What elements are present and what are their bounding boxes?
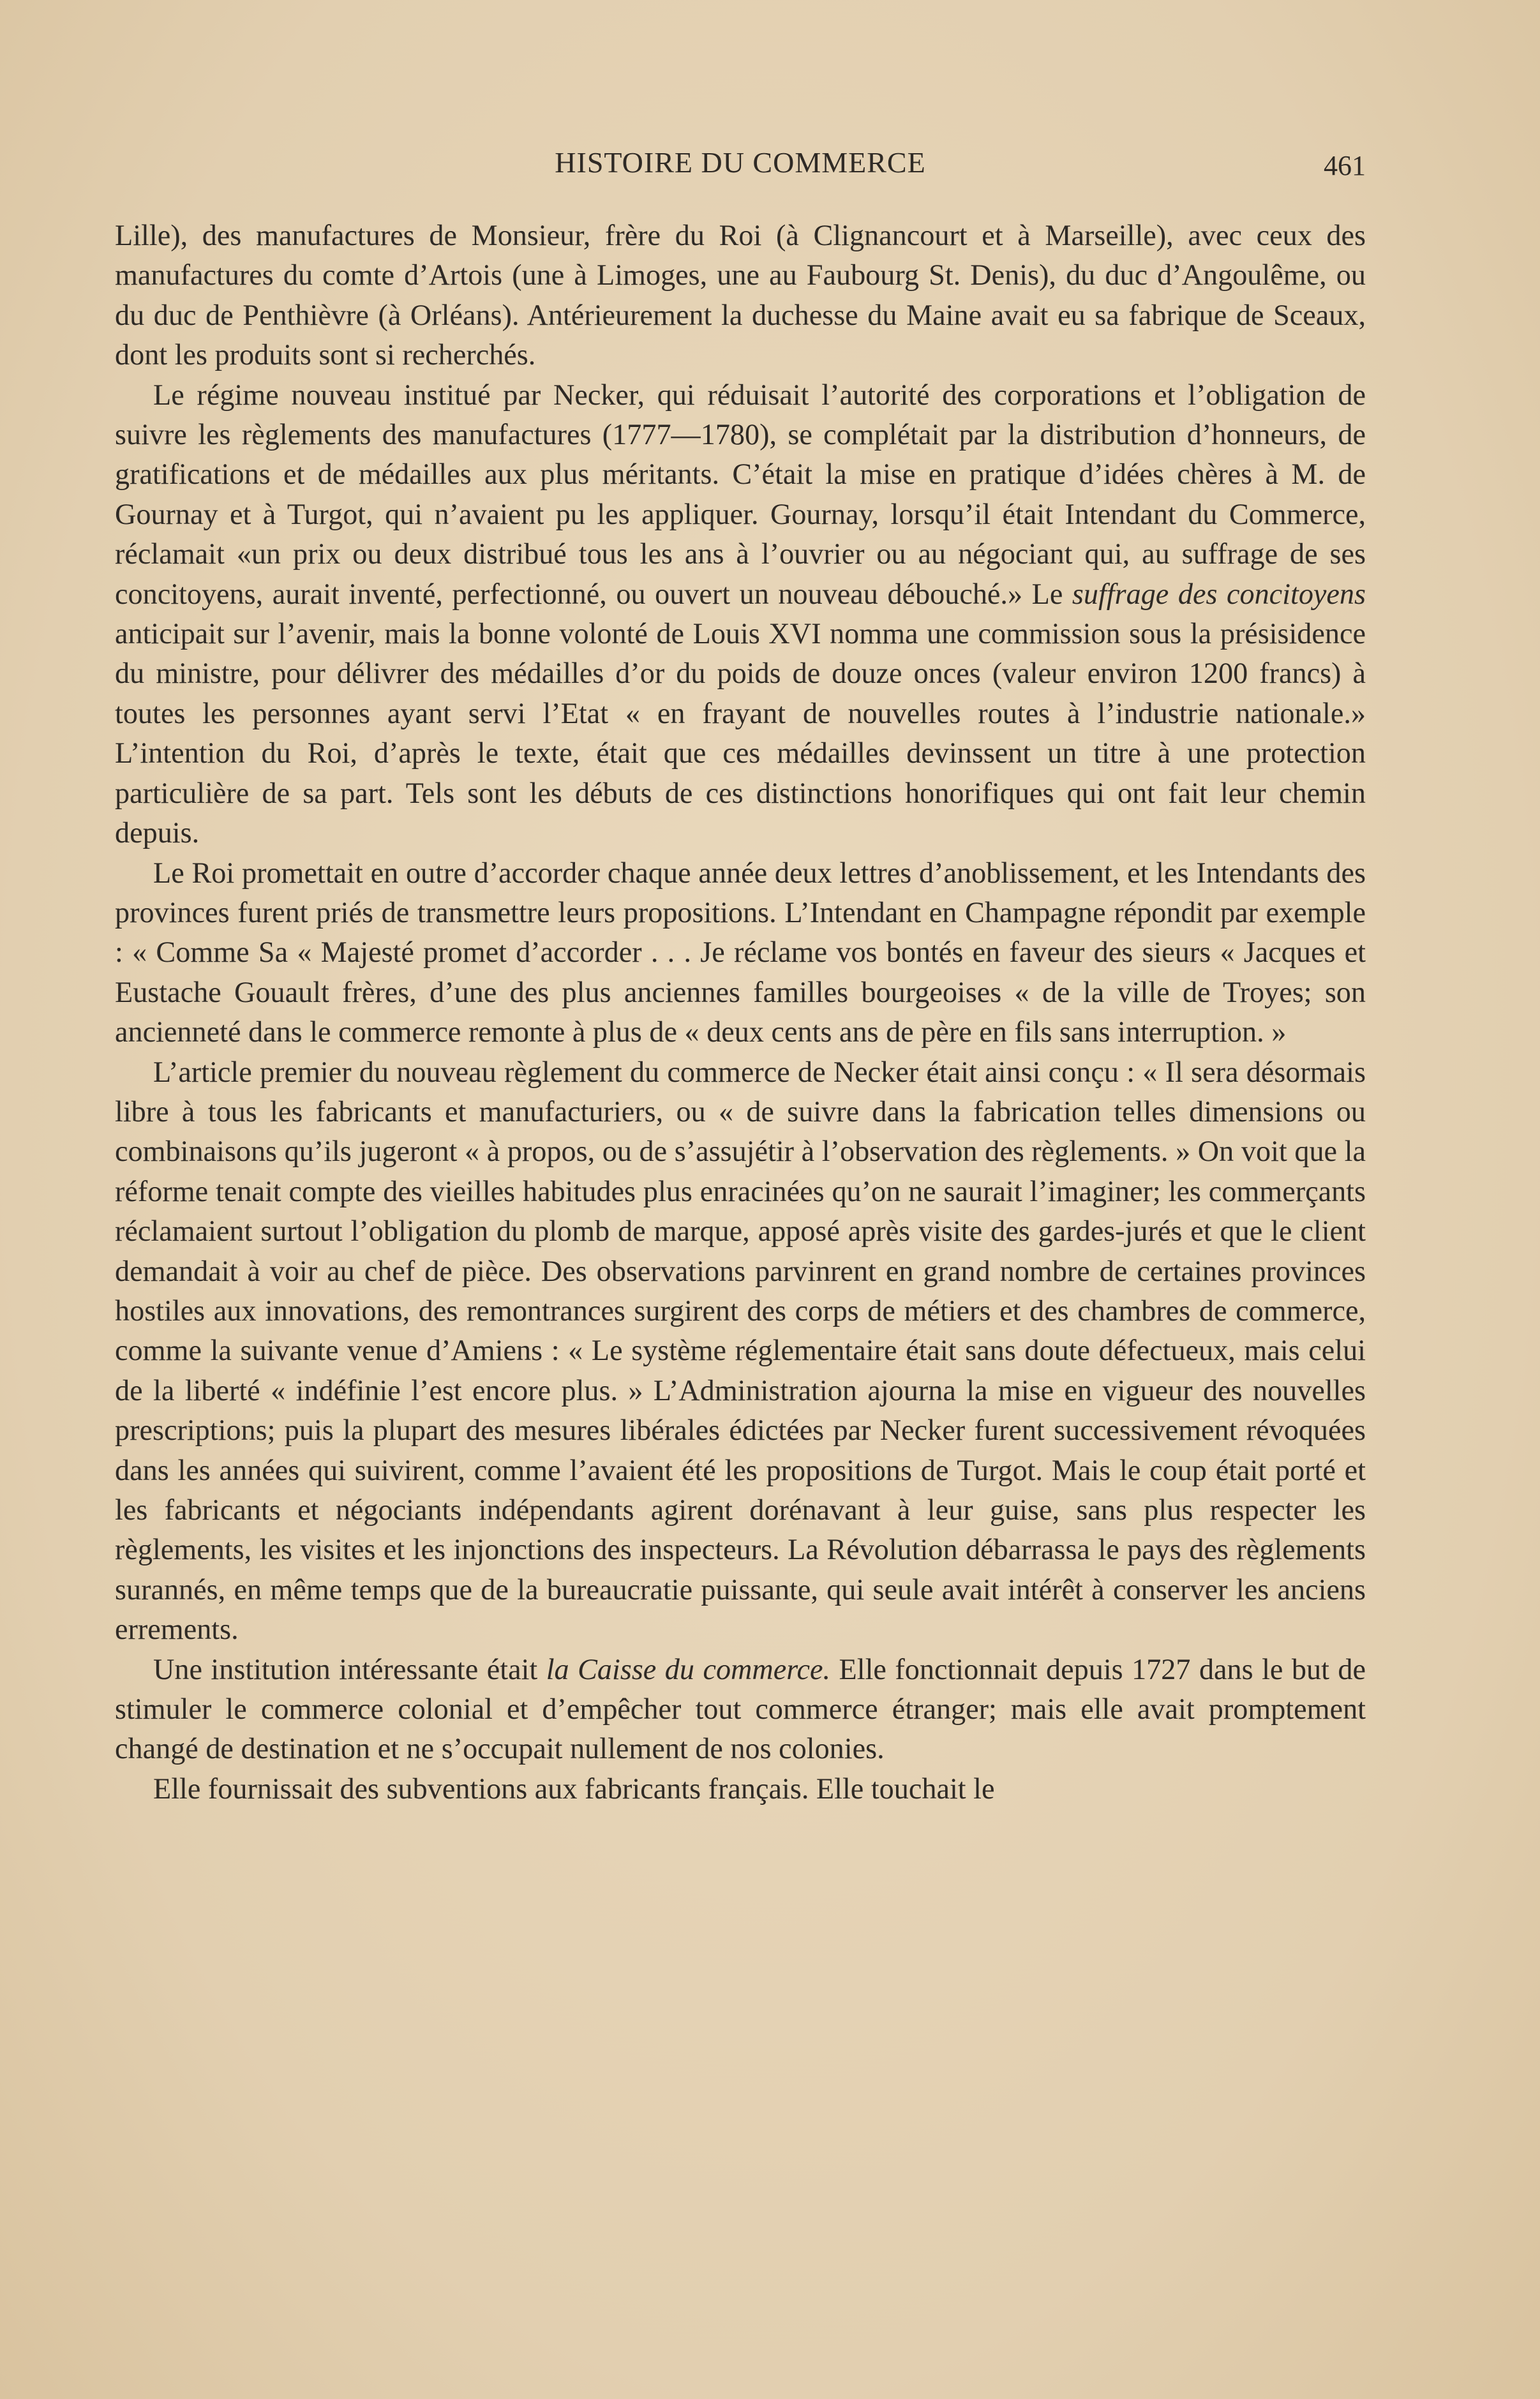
paragraph bbox=[115, 1052, 1366, 1650]
text-run: Lille), des manufactures de Monsieur, frère du Roi (à Clignancourt et à Marseille), avec ceux des manufactures du comte d’Artois (une à Limoges, une au Faubourg St. Denis), du duc d’Angoulême, ou du duc de Penthièvre (à Orléans). Antérieurement la duchesse du Maine avait eu sa fabrique de Sceaux, dont les produits sont si recherchés. bbox=[115, 219, 1366, 371]
text-run: Elle fonctionnait depuis 1727 dans le but de stimuler le commerce colonial et d’empêcher tout commerce étranger; mais elle avait promptement changé de destination et ne s’occupait nullement de nos colonies. bbox=[115, 1652, 1366, 1765]
running-title: HISTOIRE DU COMMERCE bbox=[555, 146, 926, 179]
paragraph bbox=[115, 216, 1366, 375]
paragraph bbox=[115, 375, 1366, 853]
paragraph bbox=[115, 1650, 1366, 1769]
text-run: Le Roi promettait en outre d’accorder chaque année deux lettres d’anoblissement, et les Intendants des provinces furent priés de transmettre leurs propositions. L’Intendant en Champagne répondit par exemple : « Comme Sa « Majesté promet d’accorder . . . Je réclame vos bontés en faveur des sieurs « Jacques et Eustache Gouault frères, d’une des plus anciennes familles bourgeoises « de la ville de Troyes; son ancienneté dans le commerce remonte à plus de « deux cents ans de père en fils sans interruption. » bbox=[115, 856, 1366, 1049]
book-page bbox=[115, 0, 1366, 2399]
text-run: L’article premier du nouveau règlement du commerce de Necker était ainsi conçu : « Il sera désormais libre à tous les fabricants et manufacturiers, ou « de suivre dans la fabrication telles dimensions ou combinaisons qu’ils jugeront « à propos, ou de s’assujétir à l’observation des règlements. » On voit que la réforme tenait compte des vieilles habitudes plus enracinées qu’on ne saurait l’imaginer; les commerçants réclamaient surtout l’obligation du plomb de marque, apposé après visite des gardes-jurés et que le client demandait à voir au chef de pièce. Des observations parvinrent en grand nombre de certaines provinces hostiles aux innovations, des remontrances surgirent des corps de métiers et des chambres de commerce, comme la suivante venue d’Amiens : « Le système réglementaire était sans doute défectueux, mais celui de la liberté « indéfinie l’est encore plus. » L’Administration ajourna la mise en vigueur des nouvelles prescriptions; puis la plupart des mesures libérales édictées par Necker furent successivement révoquées dans les années qui suivirent, comme l’avaient été les propositions de Turgot. Mais le coup était porté et les fabricants et négociants indépendants agirent dorénavant à leur guise, sans plus respecter les règlements, les visites et les injonctions des inspecteurs. La Révolution débarrassa le pays des règlements surannés, en même temps que de la bureaucratie puissante, qui seule avait intérêt à conserver les anciens errements. bbox=[115, 1055, 1366, 1646]
text-run: Le régime nouveau institué par Necker, qui réduisait l’autorité des corporations et l’obligation de suivre les règlements des manufactures (1777—1780), se complétait par la distribution d’honneurs, de gratifications et de médailles aux plus méritants. C’était la mise en pratique d’idées chères à M. de Gournay et à Turgot, qui n’avaient pu les appliquer. Gournay, lorsqu’il était Intendant du Commerce, réclamait «un prix ou deux distribué tous les ans à l’ouvrier ou au négociant qui, au suffrage de ses concitoyens, aurait inventé, perfectionné, ou ouvert un nouveau débouché.» Le bbox=[115, 378, 1366, 610]
paragraph bbox=[115, 853, 1366, 1052]
text-run: anticipait sur l’avenir, mais la bonne volonté de Louis XVI nomma une commission sous la présisidence du ministre, pour délivrer des médailles d’or du poids de douze onces (valeur environ 1200 francs) à toutes les personnes ayant servi l’Etat « en frayant de nouvelles routes à l’industrie nationale.» L’intention du Roi, d’après le texte, était que ces médailles devinssent un titre à une protection particulière de sa part. Tels sont les débuts de ces distinctions honorifiques qui ont fait leur chemin depuis. bbox=[115, 617, 1366, 849]
italic-text: suffrage des concitoyens bbox=[1072, 577, 1366, 610]
body-text bbox=[115, 216, 1366, 1809]
page-number: 461 bbox=[1324, 150, 1366, 181]
paragraph bbox=[115, 1769, 1366, 1809]
italic-text: la Caisse du commerce. bbox=[546, 1652, 831, 1685]
page-header bbox=[115, 146, 1366, 184]
text-run: Elle fournissait des subventions aux fabricants français. Elle touchait le bbox=[153, 1772, 995, 1805]
text-run: Une institution intéressante était bbox=[153, 1652, 546, 1685]
